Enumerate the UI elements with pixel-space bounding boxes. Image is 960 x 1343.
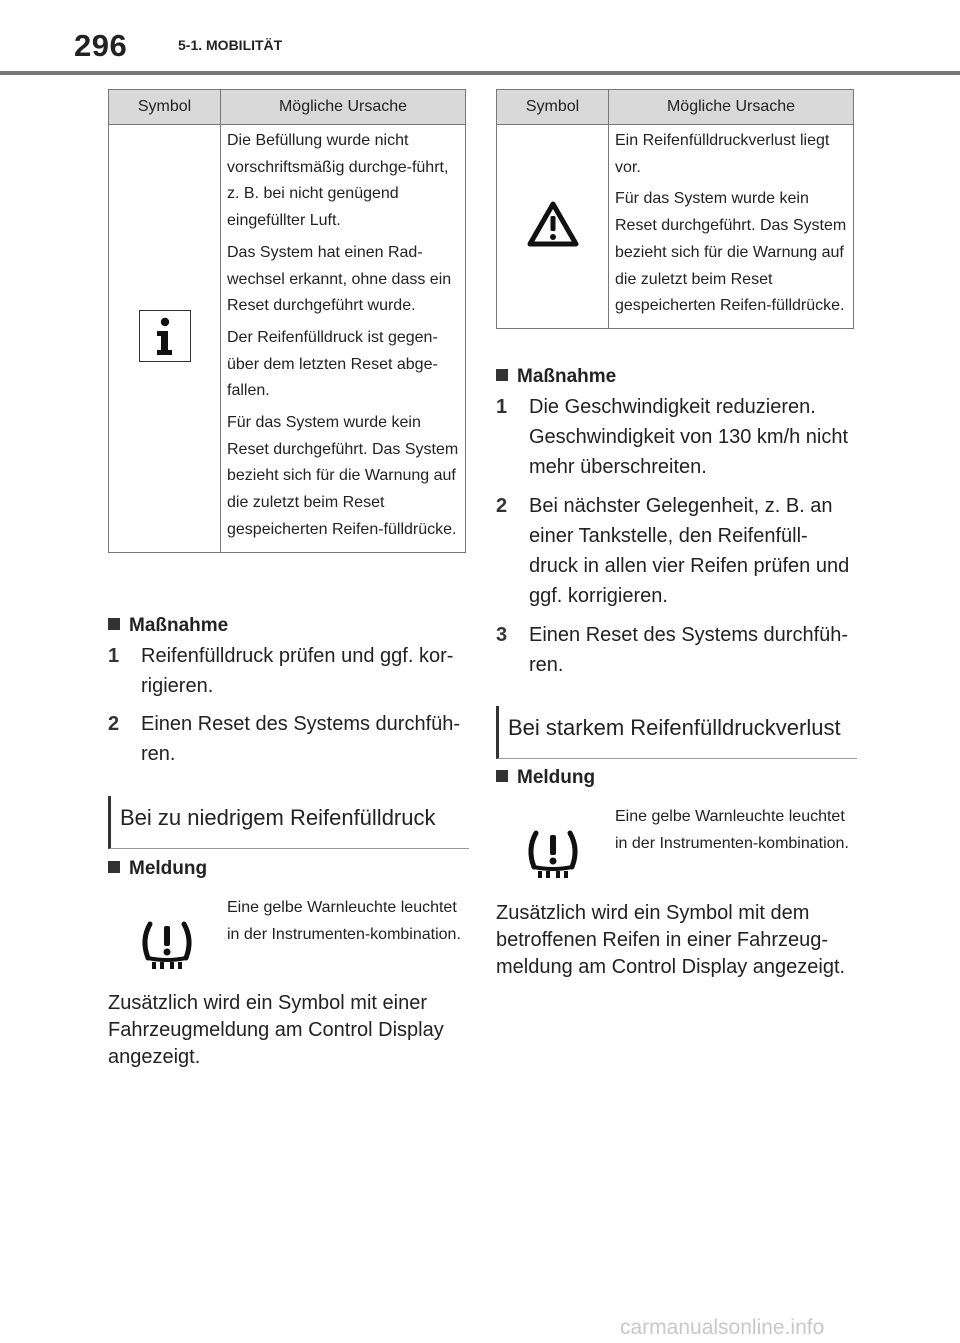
table-header-symbol: Symbol [109,90,221,125]
step-text: Einen Reset des Systems durchfüh-ren. [141,713,461,765]
message-text: Eine gelbe Warnleuchte leuchtet in der Instrumenten-kombination. [615,808,849,852]
step-number: 2 [108,713,120,735]
section-title: Bei zu niedrigem Reifenfülldruck [120,805,436,830]
step-text: Bei nächster Gelegenheit, z. B. an einer Tankstelle, den Reifenfüll-druck in allen vier Reifen prüfen und ggf. korrigieren. [529,495,850,607]
step-item [108,709,466,769]
message-heading: Meldung [108,858,207,880]
table-header-cause: Mögliche Ursache [609,90,854,125]
message-text: Eine gelbe Warnleuchte leuchtet in der Instrumenten-kombination. [227,899,461,943]
step-text: Die Geschwindigkeit reduzieren. Geschwindigkeit von 130 km/h nicht mehr überschreiten. [529,396,849,478]
cause-table-right [496,89,854,329]
table-header-symbol: Symbol [497,90,609,125]
step-number: 3 [496,624,508,646]
cause-text: Das System hat einen Rad-wechsel erkannt, ohne dass ein Reset durchgeführt wurde. [227,243,452,315]
step-item [496,491,854,611]
cause-text: Der Reifenfülldruck ist gegen-über dem letzten Reset abge-fallen. [227,328,438,400]
symbol-cell [497,125,609,329]
step-item [108,641,466,701]
body-paragraph: Zusätzlich wird ein Symbol mit einer Fahrzeugmeldung am Control Display angezeigt. [108,992,444,1068]
step-number: 1 [496,396,508,418]
table-header-cause: Mögliche Ursache [221,90,466,125]
tire-pressure-warning-icon [524,829,582,881]
tire-pressure-warning-icon [138,920,196,972]
step-number: 1 [108,645,120,667]
symbol-cell [109,125,221,553]
info-icon [139,310,191,362]
measure-heading: Maßnahme [108,615,228,637]
section-label: 5-1. MOBILITÄT [178,37,283,53]
step-item [496,620,854,680]
cause-table-left [108,89,466,553]
cause-cell [221,125,466,553]
step-text: Einen Reset des Systems durchfüh-ren. [529,624,849,676]
body-paragraph: Zusätzlich wird ein Symbol mit dem betroffenen Reifen in einer Fahrzeug-meldung am Control Display angezeigt. [496,902,846,978]
cause-cell [609,125,854,329]
watermark: carmanualsonline.info [620,1316,825,1339]
section-heading [108,796,469,849]
header-divider [0,71,960,75]
page-number: 296 [74,28,128,63]
step-text: Reifenfülldruck prüfen und ggf. kor-rigieren. [141,645,454,697]
page-header [0,0,960,76]
warning-triangle-icon [527,200,579,248]
cause-text: Die Befüllung wurde nicht vorschriftsmäßig durchge-führt, z. B. bei nicht genügend eingefüllter Luft. [227,132,449,230]
section-heading [496,706,857,759]
section-title: Bei starkem Reifenfülldruckverlust [508,715,841,740]
measure-heading: Maßnahme [496,366,616,388]
cause-text: Ein Reifenfülldruckverlust liegt vor. [615,132,830,176]
step-number: 2 [496,495,508,517]
cause-text: Für das System wurde kein Reset durchgeführt. Das System bezieht sich für die Warnung auf die zuletzt beim Reset gespeicherten Reifen-fülldrücke. [227,414,459,538]
message-heading: Meldung [496,767,595,789]
step-item [496,392,854,482]
cause-text: Für das System wurde kein Reset durchgeführt. Das System bezieht sich für die Warnung auf die zuletzt beim Reset gespeicherten Reifen-fülldrücke. [615,190,847,315]
